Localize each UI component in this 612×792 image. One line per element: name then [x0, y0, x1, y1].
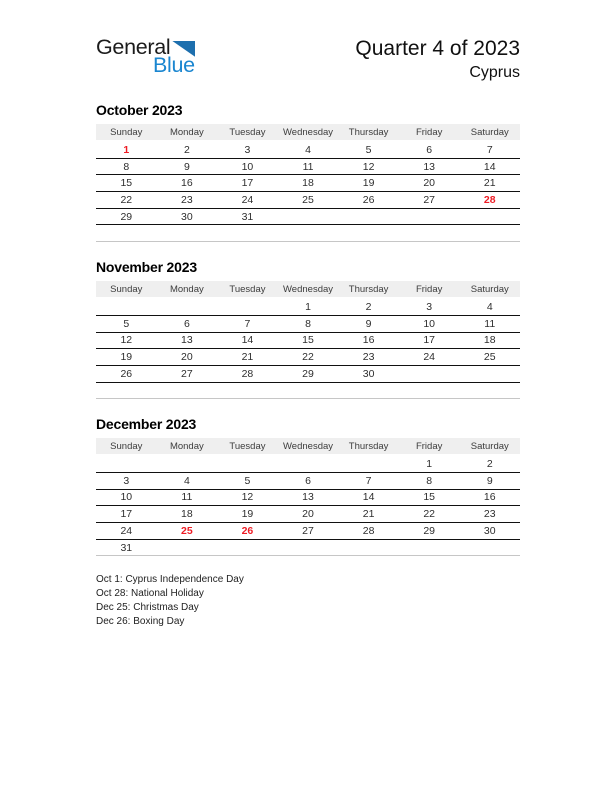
week-row	[96, 349, 520, 366]
day-cell: 30	[483, 524, 496, 537]
holiday-item: Oct 1: Cyprus Independence Day	[96, 574, 244, 586]
day-cell: 24	[241, 193, 254, 206]
holiday-item: Dec 26: Boxing Day	[96, 616, 185, 628]
day-cell: 4	[486, 300, 493, 313]
day-cell: 31	[241, 210, 254, 223]
day-cell: 26	[120, 367, 133, 380]
week-row	[96, 225, 520, 242]
day-cell: 10	[120, 491, 133, 504]
title-block	[355, 37, 520, 82]
weekday-label: Sunday	[110, 126, 143, 138]
day-cell: 9	[183, 160, 190, 173]
day-cell: 30	[362, 367, 375, 380]
week-row	[96, 366, 520, 383]
day-cell: 16	[362, 334, 375, 347]
day-cell: 18	[181, 508, 193, 521]
day-cell: 7	[365, 474, 372, 487]
day-cell: 5	[365, 143, 372, 156]
week-row	[96, 473, 520, 490]
day-cell: 2	[365, 300, 372, 313]
day-cell: 12	[241, 491, 254, 504]
day-cell: 3	[426, 300, 433, 313]
day-cell: 27	[423, 193, 436, 206]
day-cell: 20	[181, 351, 193, 364]
week-row	[96, 316, 520, 333]
week-row	[96, 456, 520, 473]
week-row	[96, 506, 520, 523]
day-cell: 12	[362, 160, 375, 173]
weekday-label: Friday	[415, 440, 443, 452]
weekday-label: Wednesday	[283, 440, 334, 452]
day-cell: 6	[183, 317, 190, 330]
day-cell: 25	[181, 524, 193, 537]
weekday-label: Wednesday	[283, 283, 334, 295]
day-cell: 20	[302, 508, 314, 521]
day-cell: 26	[362, 193, 375, 206]
day-cell: 23	[362, 351, 375, 364]
weekday-label: Tuesday	[229, 126, 266, 138]
day-cell: 9	[486, 474, 493, 487]
day-cell: 21	[241, 351, 254, 364]
day-cell: 21	[362, 508, 375, 521]
weekday-label: Tuesday	[229, 283, 266, 295]
day-cell: 19	[362, 177, 375, 190]
day-cell: 18	[302, 177, 314, 190]
day-cell: 11	[181, 491, 193, 504]
day-cell: 5	[244, 474, 251, 487]
weekday-label: Friday	[415, 126, 443, 138]
week-row	[96, 159, 520, 176]
weekday-label: Thursday	[348, 440, 389, 452]
day-cell: 11	[302, 160, 314, 173]
day-cell: 14	[241, 334, 254, 347]
day-cell: 4	[183, 474, 190, 487]
weekday-label: Monday	[169, 126, 204, 138]
week-row	[96, 490, 520, 507]
weekday-label: Saturday	[470, 440, 509, 452]
day-cell: 1	[305, 300, 311, 313]
day-cell: 27	[181, 367, 193, 380]
weekday-label: Thursday	[348, 126, 389, 138]
weekday-label: Monday	[169, 283, 204, 295]
day-cell: 30	[181, 210, 193, 223]
weekday-label: Saturday	[470, 126, 509, 138]
weekday-row	[96, 281, 520, 297]
day-cell: 8	[305, 317, 311, 330]
day-cell: 26	[241, 524, 254, 537]
day-cell: 3	[244, 143, 251, 156]
day-cell: 24	[423, 351, 436, 364]
day-cell: 19	[120, 351, 133, 364]
day-cell: 10	[241, 160, 254, 173]
weeks	[96, 299, 520, 399]
month-calendars	[96, 102, 520, 556]
weekday-label: Wednesday	[283, 126, 334, 138]
weekday-label: Friday	[415, 283, 443, 295]
day-cell: 17	[120, 508, 133, 521]
day-cell: 18	[483, 334, 496, 347]
month-section-december	[96, 416, 520, 556]
day-cell: 14	[483, 160, 496, 173]
page-subtitle: Cyprus	[469, 64, 520, 81]
day-cell: 5	[123, 317, 130, 330]
day-cell: 4	[305, 143, 311, 156]
weekday-label: Tuesday	[229, 440, 266, 452]
weekday-row	[96, 124, 520, 140]
day-cell: 1	[123, 143, 130, 156]
week-row	[96, 540, 520, 557]
general-blue-logo	[96, 37, 195, 76]
weekday-label: Sunday	[110, 440, 143, 452]
day-cell: 29	[423, 524, 436, 537]
day-cell: 28	[483, 193, 496, 206]
day-cell: 14	[362, 491, 375, 504]
day-cell: 13	[302, 491, 314, 504]
weeks	[96, 456, 520, 556]
holiday-list	[96, 573, 520, 629]
day-cell: 6	[426, 143, 433, 156]
day-cell: 24	[120, 524, 133, 537]
holiday-item: Dec 25: Christmas Day	[96, 602, 199, 614]
day-cell: 2	[183, 143, 190, 156]
holiday-item: Oct 28: National Holiday	[96, 588, 204, 600]
day-cell: 16	[181, 177, 193, 190]
month-title: November 2023	[96, 259, 197, 276]
week-row	[96, 333, 520, 350]
weekday-label: Sunday	[110, 283, 143, 295]
day-cell: 27	[302, 524, 314, 537]
day-cell: 25	[302, 193, 314, 206]
day-cell: 19	[241, 508, 254, 521]
day-cell: 17	[423, 334, 436, 347]
day-cell: 22	[120, 193, 133, 206]
day-cell: 25	[483, 351, 496, 364]
page	[96, 0, 520, 629]
day-cell: 29	[120, 210, 133, 223]
day-cell: 1	[426, 458, 433, 471]
day-cell: 17	[241, 177, 254, 190]
month-section-october	[96, 102, 520, 242]
page-header	[96, 0, 520, 100]
day-cell: 28	[241, 367, 254, 380]
day-cell: 22	[423, 508, 436, 521]
month-section-november	[96, 259, 520, 399]
week-row	[96, 209, 520, 226]
day-cell: 22	[302, 351, 314, 364]
day-cell: 29	[302, 367, 314, 380]
day-cell: 8	[426, 474, 433, 487]
day-cell: 9	[365, 317, 372, 330]
day-cell: 12	[120, 334, 133, 347]
day-cell: 28	[362, 524, 375, 537]
logo-text-blue: Blue	[153, 52, 195, 77]
weekday-row	[96, 438, 520, 454]
day-cell: 16	[483, 491, 496, 504]
day-cell: 23	[181, 193, 193, 206]
day-cell: 13	[181, 334, 193, 347]
day-cell: 7	[486, 143, 493, 156]
day-cell: 15	[302, 334, 314, 347]
logo-text-general: General	[96, 35, 171, 59]
page-title: Quarter 4 of 2023	[355, 37, 520, 60]
month-title: October 2023	[96, 102, 183, 118]
weekday-label: Monday	[169, 440, 204, 452]
day-cell: 2	[486, 458, 493, 471]
day-cell: 6	[305, 474, 311, 487]
day-cell: 15	[423, 491, 436, 504]
day-cell: 20	[423, 177, 436, 190]
week-row	[96, 175, 520, 192]
week-row	[96, 383, 520, 400]
day-cell: 31	[120, 541, 133, 554]
day-cell: 13	[423, 160, 436, 173]
weekday-label: Thursday	[348, 283, 389, 295]
month-title: December 2023	[96, 416, 197, 433]
week-row	[96, 299, 520, 316]
day-cell: 15	[120, 177, 133, 190]
week-row	[96, 523, 520, 540]
day-cell: 3	[123, 474, 130, 487]
day-cell: 11	[484, 317, 496, 330]
day-cell: 8	[123, 160, 130, 173]
week-row	[96, 142, 520, 159]
weekday-label: Saturday	[470, 283, 509, 295]
weeks	[96, 142, 520, 242]
day-cell: 23	[483, 508, 496, 521]
day-cell: 21	[483, 177, 496, 190]
week-row	[96, 192, 520, 209]
day-cell: 10	[423, 317, 436, 330]
day-cell: 7	[244, 317, 251, 330]
